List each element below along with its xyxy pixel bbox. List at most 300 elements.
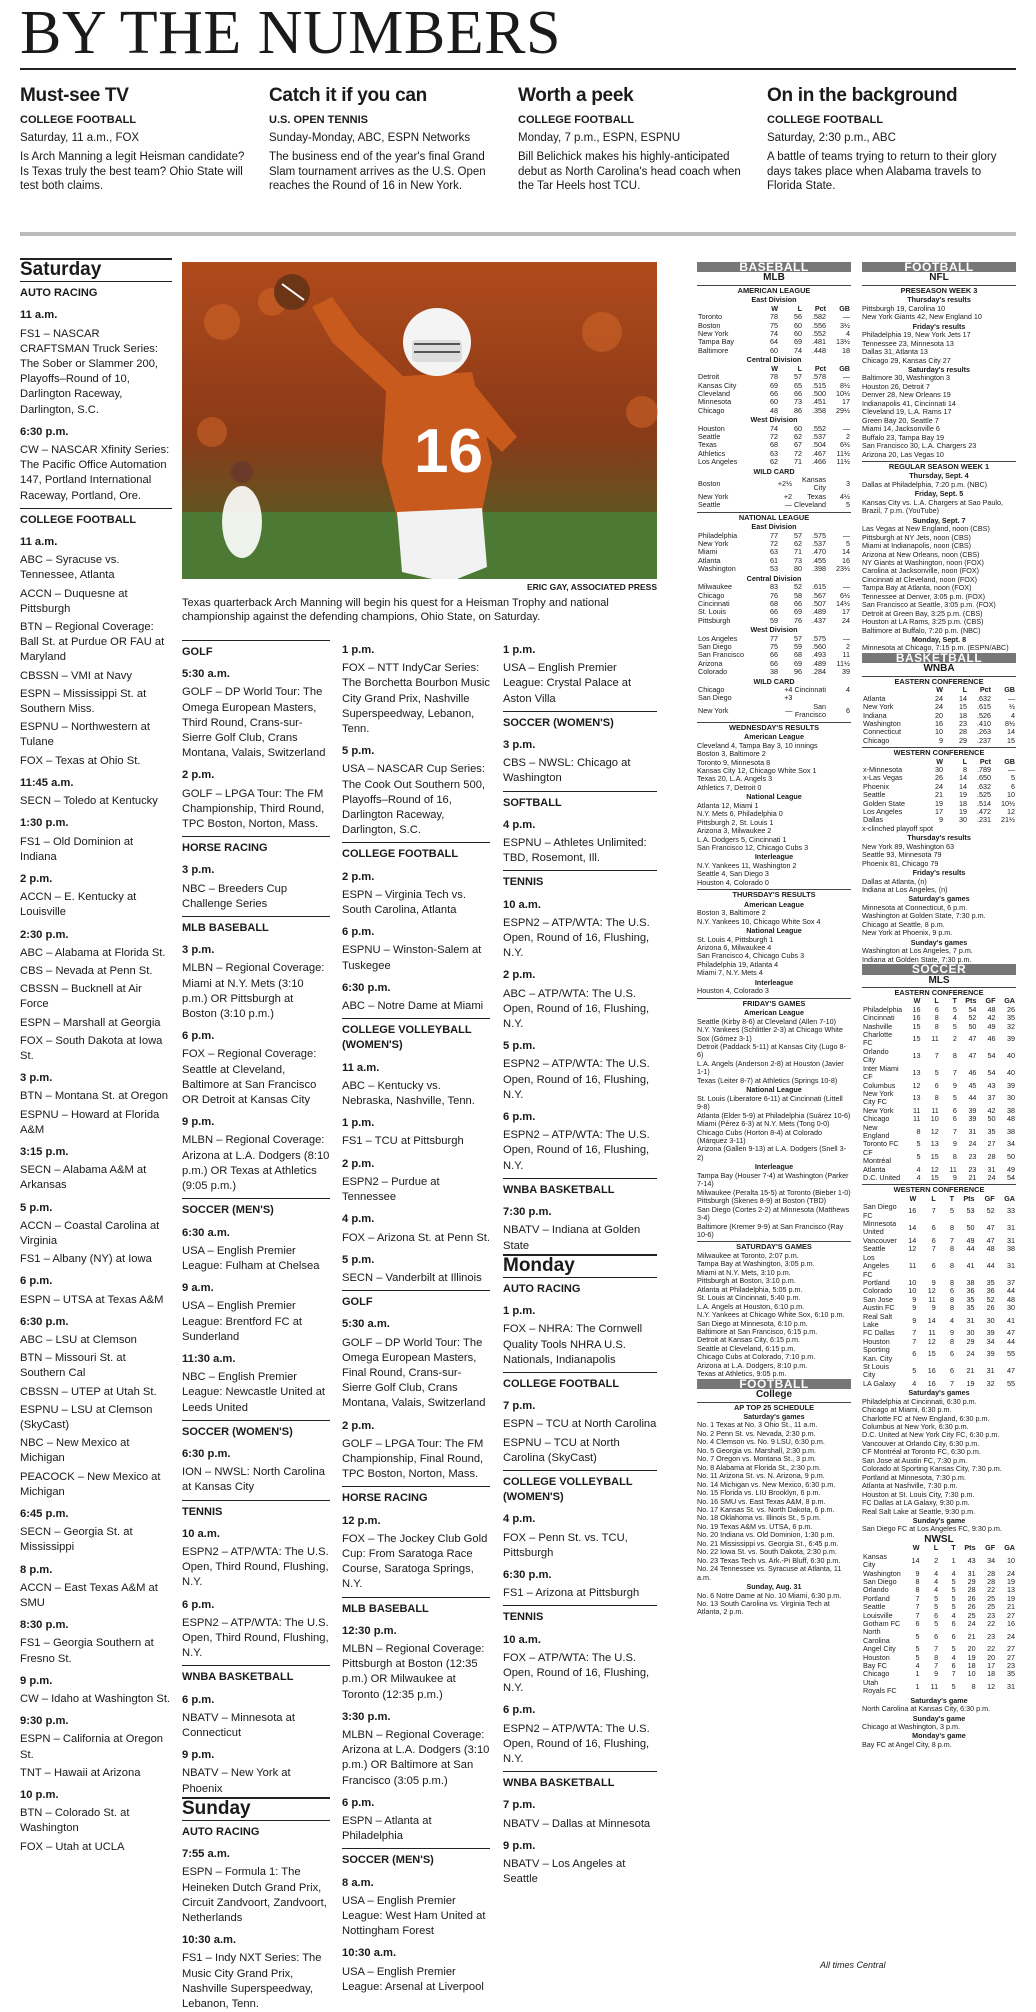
table-row xyxy=(862,1380,1016,1388)
result-line: Pittsburgh at NY Jets, noon (CBS) xyxy=(862,532,971,542)
table-cell: 5 xyxy=(846,500,850,510)
listing: ESPN2 – ATP/WTA: The U.S. Open, Round of 16, Flushing, N.Y. xyxy=(503,916,650,960)
result-line: Colorado at Sporting Kansas City, 7:30 p.m. xyxy=(862,1464,1002,1474)
table-cell: T xyxy=(951,1543,956,1553)
promo-sport: U.S. OPEN TENNIS xyxy=(269,114,369,126)
table-cell: 4½ xyxy=(840,491,850,501)
time-slot: 11 a.m. xyxy=(342,1061,380,1074)
sport-heading: GOLF xyxy=(342,1290,490,1310)
table-cell: 8 xyxy=(950,1261,955,1271)
table-cell: .615 xyxy=(977,702,991,712)
table-cell: 26 xyxy=(986,1303,995,1313)
table-row xyxy=(697,668,851,676)
result-line: Chicago 29, Kansas City 27 xyxy=(862,355,951,365)
table-cell: 62 xyxy=(794,539,802,549)
result-line: Tampa Bay at Atlanta, noon (FOX) xyxy=(862,583,972,593)
table-cell: Washington xyxy=(698,564,736,574)
table-cell: 66 xyxy=(770,607,778,617)
table-cell: Inter Miami CF xyxy=(863,1063,899,1082)
table-cell: 15 xyxy=(930,1151,939,1161)
result-line: New York Giants 42, New England 10 xyxy=(862,312,982,322)
division-heading: Central Division xyxy=(746,573,802,583)
table-cell: 4 xyxy=(916,1172,921,1182)
table-cell: Charlotte FC xyxy=(863,1030,893,1048)
result-line: Pittsburgh 2, St. Louis 1 xyxy=(697,817,774,827)
table-cell: Dallas xyxy=(863,815,883,825)
table-cell: 7 xyxy=(934,1661,939,1671)
result-line: No. 22 Iowa St. vs. South Dakota, 2:30 p.m. xyxy=(697,1547,837,1557)
table-cell: 66 xyxy=(770,658,778,668)
table-cell: L xyxy=(797,363,802,373)
result-line: NY Giants at Washington, noon (FOX) xyxy=(862,557,984,567)
table-cell: 5 xyxy=(915,1631,920,1641)
table-cell: 45 xyxy=(968,1080,977,1090)
table-cell: 35 xyxy=(966,1294,975,1304)
sport-heading: HORSE RACING xyxy=(182,836,330,856)
table-cell: Seattle xyxy=(698,432,721,441)
table-cell: 20 xyxy=(987,1652,996,1662)
table-cell: 69 xyxy=(794,658,802,668)
table-cell: San Jose xyxy=(863,1294,893,1304)
standings-table xyxy=(697,425,851,467)
table-cell: 5 xyxy=(951,1585,956,1595)
result-line: Denver 28, New Orleans 19 xyxy=(862,390,951,400)
result-line: Milwaukee (Peralta 15-5) at Toronto (Bieber 1-0) xyxy=(697,1187,851,1197)
table-cell: 44 xyxy=(1007,1336,1015,1346)
table-cell: .582 xyxy=(812,312,826,322)
table-cell: Orlando xyxy=(863,1585,889,1595)
table-cell: 5 xyxy=(916,1139,921,1149)
time-slot: 10:30 a.m. xyxy=(342,1947,397,1960)
table-cell: 62 xyxy=(794,432,802,441)
time-slot: 10 a.m. xyxy=(503,1633,541,1646)
table-cell: 10 xyxy=(967,1669,976,1679)
table-cell: .466 xyxy=(812,457,826,467)
table-cell: 47 xyxy=(1007,1366,1015,1376)
table-cell: 5 xyxy=(951,1602,956,1612)
table-cell: Portland xyxy=(863,1593,890,1603)
table-cell: 75 xyxy=(770,641,778,651)
jersey-number: 16 xyxy=(414,417,483,486)
table-cell: 11½ xyxy=(836,658,850,668)
table-cell: 47 xyxy=(968,1034,977,1044)
table-cell: Cleveland xyxy=(794,500,826,510)
listing: NBATV – Indiana at Golden State xyxy=(503,1224,641,1252)
listing: ESPN2 – ATP/WTA: The U.S. Open, Third Round, Flushing, N.Y. xyxy=(182,1545,329,1589)
table-cell: 15 xyxy=(930,1172,939,1182)
sport-heading: COLLEGE FOOTBALL xyxy=(342,842,490,862)
table-cell: GF xyxy=(985,996,996,1006)
time-slot: 11 a.m. xyxy=(20,536,58,549)
listing: FOX – Utah at UCLA xyxy=(20,1840,125,1853)
table-cell: 77 xyxy=(770,530,778,540)
table-cell: 12 xyxy=(1007,807,1015,817)
time-slot: 6:30 p.m. xyxy=(20,425,69,438)
results-subheading: Friday, Sept. 5 xyxy=(914,489,964,499)
table-cell: Portland xyxy=(863,1277,890,1287)
table-cell: Pittsburgh xyxy=(698,615,731,625)
table-cell: 19 xyxy=(1007,1593,1015,1603)
table-cell: 16 xyxy=(935,718,943,728)
table-cell: Utah Royals FC xyxy=(863,1677,897,1696)
table-cell: Pct xyxy=(814,363,826,373)
result-line: Philadelphia 19, Atlanta 4 xyxy=(697,959,779,969)
section-subheading: WESTERN CONFERENCE xyxy=(862,747,1016,757)
page-title: BY THE NUMBERS xyxy=(20,0,561,67)
table-cell: .448 xyxy=(812,345,826,355)
result-line: Real Salt Lake at Seattle, 9:30 p.m. xyxy=(862,1506,976,1516)
time-slot: 6 p.m. xyxy=(503,1111,536,1124)
listing: ACCN – Duquesne at Pittsburgh xyxy=(20,587,128,615)
table-cell: 32 xyxy=(1007,1021,1015,1031)
table-cell: 21 xyxy=(967,1631,976,1641)
table-cell: 35 xyxy=(987,1126,996,1136)
section-subheading: EASTERN CONFERENCE xyxy=(862,676,1016,686)
table-cell: 4 xyxy=(846,685,850,695)
table-cell: .537 xyxy=(812,432,826,441)
promo-worth-a-peek xyxy=(518,84,767,234)
table-cell: 30 xyxy=(986,1315,995,1325)
result-line: Atlanta 12, Miami 1 xyxy=(697,800,759,810)
listing: ESPN – Mississippi St. at Southern Miss. xyxy=(20,687,147,716)
table-cell: Seattle xyxy=(698,500,721,510)
result-line: Pittsburgh 19, Carolina 10 xyxy=(862,303,946,313)
table-cell: 7 xyxy=(931,1244,936,1254)
promo-heading: Catch it if you can xyxy=(269,85,427,106)
result-line: North Carolina at Kansas City, 6:30 p.m. xyxy=(862,1704,991,1714)
table-cell: 8½ xyxy=(1005,718,1015,728)
table-cell: — xyxy=(842,530,850,540)
result-line: Pittsburgh at Boston, 3:10 p.m. xyxy=(697,1276,796,1286)
table-cell: 14½ xyxy=(836,598,850,608)
table-cell: 31 xyxy=(967,1568,976,1578)
table-cell: 4 xyxy=(951,1652,956,1662)
time-slot: 3:15 p.m. xyxy=(20,1145,69,1158)
table-cell: 8 xyxy=(952,1151,957,1161)
table-cell: .552 xyxy=(812,423,826,433)
sport-heading: WNBA BASKETBALL xyxy=(503,1771,657,1791)
table-cell: Toronto xyxy=(698,312,722,322)
sport-heading: GOLF xyxy=(182,640,330,660)
table-cell: 38 xyxy=(770,667,778,677)
table-cell: Chicago xyxy=(863,1114,890,1124)
promo-blurb: The business end of the year's final Grand Slam tournament arrives as the U.S. Open reaches the Round of 16 in New York. xyxy=(269,151,486,192)
table-cell: 50 xyxy=(966,1223,975,1233)
time-slot: 3 p.m. xyxy=(182,944,215,957)
table-cell: 49 xyxy=(987,1021,996,1031)
time-slot: 9 p.m. xyxy=(182,1749,215,1762)
time-slot: 6:30 a.m. xyxy=(182,1226,230,1239)
time-slot: 9 p.m. xyxy=(20,1674,53,1687)
table-cell: 10 xyxy=(935,727,943,737)
table-cell: 5 xyxy=(952,1021,957,1031)
time-slot: 10 a.m. xyxy=(182,1527,220,1540)
table-cell: 5 xyxy=(1011,773,1015,783)
table-row xyxy=(697,694,851,702)
division-heading: East Division xyxy=(751,522,797,532)
table-cell: 6 xyxy=(950,1286,955,1296)
league-heading: MLB xyxy=(763,272,785,284)
result-line: No. 13 South Carolina vs. Virginia Tech at Atlanta, 2 p.m. xyxy=(697,1599,830,1617)
section-subheading: AMERICAN LEAGUE xyxy=(697,285,851,295)
table-cell: 6 xyxy=(912,1349,917,1359)
table-cell: 4 xyxy=(952,1013,957,1023)
time-slot: 8 a.m. xyxy=(342,1876,374,1889)
table-cell: 39 xyxy=(968,1105,977,1115)
promo-sport: COLLEGE FOOTBALL xyxy=(20,114,137,126)
result-line: Arizona 3, Milwaukee 2 xyxy=(697,826,772,836)
listing: USA – English Premier League: Brentford FC at Sunderland xyxy=(182,1300,303,1343)
table-cell: 31 xyxy=(1007,1223,1015,1233)
result-line: Chicago Cubs at Colorado, 7:10 p.m. xyxy=(697,1352,816,1362)
table-cell: 10 xyxy=(1007,1555,1015,1565)
table-cell: W xyxy=(913,996,921,1006)
table-cell: 18 xyxy=(959,798,967,808)
table-cell: 43 xyxy=(987,1080,996,1090)
table-cell: Houston xyxy=(863,1336,890,1346)
result-line: Indiana at Golden State, 7:30 p.m. xyxy=(862,954,972,964)
results-subheading: American League xyxy=(744,1008,804,1018)
table-cell: 38 xyxy=(1007,1126,1015,1136)
result-line: N.Y. Yankees 11, Washington 2 xyxy=(697,860,797,870)
table-cell: Minnesota United xyxy=(863,1219,897,1237)
table-cell: 16 xyxy=(1007,1619,1015,1628)
table-cell: 7 xyxy=(934,1051,939,1061)
table-cell: 14 xyxy=(908,1223,917,1233)
table-cell: 39 xyxy=(842,667,850,677)
table-cell: Kansas City xyxy=(802,475,826,493)
result-line: San Diego at Minnesota, 6:10 p.m. xyxy=(697,1318,808,1328)
table-cell: +2 xyxy=(783,491,793,501)
table-cell: 44 xyxy=(966,1244,975,1254)
table-cell: 4 xyxy=(951,1610,956,1620)
table-cell: 15 xyxy=(1007,735,1015,745)
results-subheading: Saturday's games xyxy=(908,894,970,904)
section-subheading: WEDNESDAY'S RESULTS xyxy=(697,722,851,732)
table-row xyxy=(697,458,851,466)
time-slot: 6 p.m. xyxy=(342,926,375,939)
result-line: Houston 4, Colorado 0 xyxy=(697,877,769,887)
table-cell: 8 xyxy=(934,1013,939,1023)
table-cell: 4 xyxy=(846,329,850,339)
table-cell: 17 xyxy=(987,1661,996,1671)
table-cell: 14 xyxy=(959,781,967,791)
time-slot: 3 p.m. xyxy=(20,1072,53,1085)
listing: FS1 – Albany (NY) at Iowa xyxy=(20,1253,152,1266)
time-slot: 5 p.m. xyxy=(342,745,375,758)
listing: ABC – LSU at Clemson xyxy=(20,1333,137,1346)
table-cell: 24 xyxy=(935,781,943,791)
listing: GOLF – DP World Tour: The Omega European Masters, Final Round, Crans-sur-Sierre Golf Club, Crans Montana, Valais, Switzerland xyxy=(342,1336,486,1410)
result-line: Miami at Indianapolis, noon (CBS) xyxy=(862,541,972,551)
table-cell: 10 xyxy=(908,1277,917,1287)
table-cell: 52 xyxy=(986,1294,995,1304)
table-cell: San Diego xyxy=(698,641,732,651)
table-cell: New York xyxy=(698,706,729,716)
table-cell: 10 xyxy=(1007,790,1015,800)
results-subheading: Sunday, Sept. 7 xyxy=(912,515,966,525)
table-cell: 2 xyxy=(846,641,850,651)
table-cell: 22 xyxy=(987,1619,996,1628)
standings-table xyxy=(862,1544,1016,1695)
table-cell: — xyxy=(1007,765,1015,774)
division-heading: East Division xyxy=(751,295,797,305)
table-cell: 11½ xyxy=(836,457,850,467)
table-cell: 7 xyxy=(950,1378,955,1388)
sport-heading: HORSE RACING xyxy=(342,1486,490,1506)
table-cell: — xyxy=(842,633,850,643)
table-cell: 15 xyxy=(927,1349,936,1359)
table-cell: 39 xyxy=(968,1114,977,1124)
photo-credit: ERIC GAY, ASSOCIATED PRESS xyxy=(526,582,657,592)
result-line: Dallas at Atlanta, (n) xyxy=(862,876,927,886)
result-line: Detroit (Paddack 5-11) at Kansas City (Lugo 8-6) xyxy=(697,1042,846,1060)
table-cell: 60 xyxy=(794,320,802,330)
table-cell: 52 xyxy=(794,582,802,592)
table-cell: 47 xyxy=(968,1051,977,1061)
table-cell: 10½ xyxy=(1001,798,1015,808)
section-subheading: NATIONAL LEAGUE xyxy=(697,512,851,522)
result-line: Baltimore at Buffalo, 7:20 p.m. (NBC) xyxy=(862,625,981,635)
table-cell: Sporting Kan. City xyxy=(863,1345,893,1363)
table-cell: Milwaukee xyxy=(698,582,732,592)
table-cell: 24 xyxy=(842,615,850,625)
table-cell: Cincinnati xyxy=(698,598,730,608)
result-line: No. 5 Georgia vs. Marshall, 2:30 p.m. xyxy=(697,1445,817,1455)
time-slot: 7 p.m. xyxy=(503,1400,536,1413)
table-cell: New York xyxy=(698,329,729,339)
table-cell: 13 xyxy=(912,1093,921,1103)
result-line: No. 23 Texas Tech vs. Ark.-Pi Bluff, 6:30 p.m. xyxy=(697,1555,841,1565)
table-cell: 4 xyxy=(916,1164,921,1174)
table-cell: 42 xyxy=(987,1013,996,1023)
result-line: Vancouver at Orlando City, 6:30 p.m. xyxy=(862,1438,980,1448)
table-cell: Athletics xyxy=(698,448,726,458)
table-cell: .263 xyxy=(977,727,991,737)
table-cell: 19 xyxy=(959,807,967,817)
table-cell: T xyxy=(949,1193,955,1203)
results-subheading: National League xyxy=(746,1085,802,1095)
result-line: Indianapolis 41, Cincinnati 14 xyxy=(862,398,956,408)
result-line: No. 1 Texas at No. 3 Ohio St., 11 a.m. xyxy=(697,1420,818,1430)
table-cell: 9 xyxy=(912,1315,917,1325)
table-cell: 6 xyxy=(931,1223,936,1233)
table-cell: L xyxy=(962,685,967,695)
table-cell: 5 xyxy=(915,1652,920,1662)
section-subheading: EASTERN CONFERENCE xyxy=(862,987,1016,997)
table-cell: 23 xyxy=(987,1610,996,1620)
table-cell: Atlanta xyxy=(863,1164,886,1174)
table-cell: — xyxy=(842,372,850,382)
table-cell: .552 xyxy=(812,329,826,339)
table-cell: 67 xyxy=(794,440,802,450)
table-cell: 66 xyxy=(770,388,778,398)
table-row xyxy=(862,1174,1016,1182)
table-cell: Los Angeles xyxy=(698,457,738,467)
table-cell: 28 xyxy=(987,1568,996,1578)
table-cell: 24 xyxy=(1007,1568,1015,1578)
table-cell: 4 xyxy=(934,1585,939,1595)
table-cell: Colorado xyxy=(698,667,728,677)
table-cell: 13 xyxy=(1007,1585,1015,1595)
section-subheading: THURSDAY'S RESULTS xyxy=(697,889,851,899)
listing: FOX – Penn St. vs. TCU, Pittsburgh xyxy=(503,1531,628,1559)
table-cell: 39 xyxy=(986,1328,995,1338)
day-heading: Sunday xyxy=(182,1797,330,1816)
table-cell: .514 xyxy=(977,798,991,808)
table-cell: .650 xyxy=(977,773,991,783)
table-cell: 8 xyxy=(950,1223,955,1233)
table-cell: — xyxy=(842,423,850,433)
table-cell: 6 xyxy=(934,1631,939,1641)
table-cell: .789 xyxy=(977,765,991,774)
table-cell: Kansas City xyxy=(863,1551,887,1570)
table-cell: 54 xyxy=(987,1067,996,1077)
result-line: Tampa Bay at Washington, 3:05 p.m. xyxy=(697,1259,815,1269)
table-cell: 11 xyxy=(928,1328,936,1338)
table-cell: San Francisco xyxy=(794,701,826,720)
time-slot: 6:30 p.m. xyxy=(20,1315,69,1328)
result-line: N.Y. Yankees (Schlittler 2-3) at Chicago White Sox (Gómez 3-1) xyxy=(697,1025,843,1043)
result-line: Washington at Los Angeles, 7 p.m. xyxy=(862,946,973,956)
table-cell: 31 xyxy=(968,1126,977,1136)
table-cell: 5 xyxy=(934,1602,939,1612)
table-cell: 9 xyxy=(939,735,943,745)
table-cell: 69 xyxy=(794,337,802,347)
table-cell: 33 xyxy=(1007,1206,1015,1216)
table-cell: 11½ xyxy=(836,448,850,458)
listing: NBC – New Mexico at Michigan xyxy=(20,1437,130,1465)
table-cell: Bay FC xyxy=(863,1661,887,1671)
table-cell: 72 xyxy=(770,539,778,549)
time-slot: 10:30 a.m. xyxy=(182,1934,237,1947)
table-cell: Pts xyxy=(964,1543,976,1553)
table-row xyxy=(862,1031,1016,1048)
table-cell: 30 xyxy=(935,765,943,774)
table-cell: 30 xyxy=(966,1328,975,1338)
result-line: Tennessee at Denver, 3:05 p.m. (FOX) xyxy=(862,591,986,601)
table-cell: L xyxy=(931,1193,936,1203)
result-line: L.A. Angels (Anderson 2-8) at Houston (Javier 1-1) xyxy=(697,1058,844,1077)
listing: USA – English Premier League: West Ham United at Nottingham Forest xyxy=(342,1894,486,1938)
sport-heading: SOCCER (MEN'S) xyxy=(182,1198,330,1218)
result-line: Atlanta at Nashville, 7:30 p.m. xyxy=(862,1481,958,1491)
results-subheading: Sunday's game xyxy=(912,1713,966,1723)
table-cell: New York xyxy=(863,1105,894,1115)
results-subheading: Thursday, Sept. 4 xyxy=(909,471,969,481)
sport-heading: SOCCER (MEN'S) xyxy=(342,1848,490,1868)
sport-heading: COLLEGE FOOTBALL xyxy=(20,508,172,528)
time-slot: 12:30 p.m. xyxy=(342,1624,397,1637)
listing: ESPN – Virginia Tech vs. South Carolina, Atlanta xyxy=(342,888,466,917)
sport-heading: SOCCER (WOMEN'S) xyxy=(182,1420,330,1440)
table-cell: 64 xyxy=(770,337,778,347)
table-cell: 1 xyxy=(915,1682,920,1692)
table-cell: New York xyxy=(698,539,729,549)
promo-sport: COLLEGE FOOTBALL xyxy=(518,114,635,126)
table-cell: 8 xyxy=(916,1126,921,1136)
table-cell: L xyxy=(933,1543,939,1553)
result-line: Philadelphia at Cincinnati, 6:30 p.m. xyxy=(862,1396,977,1406)
result-line: No. 16 SMU vs. East Texas A&M, 8 p.m. xyxy=(697,1496,826,1506)
table-cell: 28 xyxy=(967,1585,976,1595)
time-slot: 7:30 p.m. xyxy=(503,1206,552,1219)
table-row xyxy=(862,1363,1016,1380)
result-line: Baltimore at San Francisco, 6:15 p.m. xyxy=(697,1326,818,1336)
table-cell: 2 xyxy=(952,1034,957,1044)
table-cell: 11 xyxy=(928,1294,936,1304)
table-cell: 8 xyxy=(963,765,967,774)
